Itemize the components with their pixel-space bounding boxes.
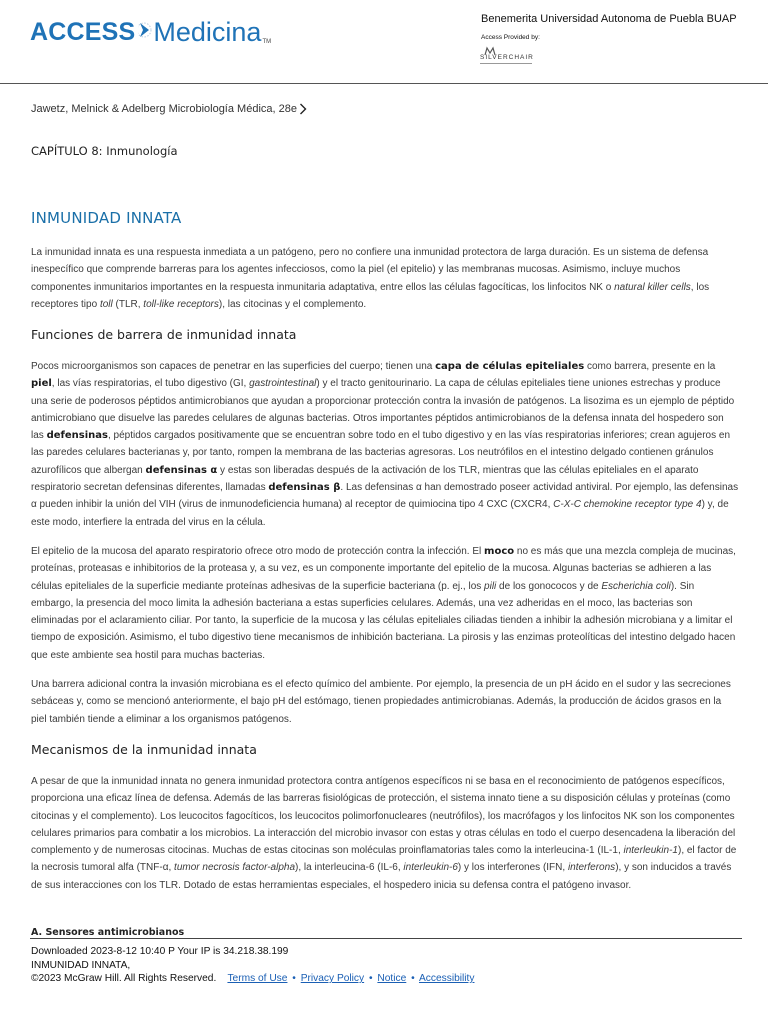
section-title: INMUNIDAD INNATA (31, 209, 182, 227)
italic-term: pili (484, 580, 497, 592)
site-header (0, 0, 768, 84)
bold-term: capa de células epiteliales (435, 361, 585, 372)
terms-of-use-link[interactable]: Terms of Use (227, 973, 288, 985)
subheading-mechanisms: Mecanismos de la inmunidad innata (31, 742, 257, 757)
logo-trademark: TM (262, 39, 272, 45)
text-span: ) y los interferones (IFN, (457, 862, 568, 874)
logo-arrow-icon (138, 19, 152, 45)
italic-term: interferons (567, 862, 616, 874)
text-span: . Las defensinas α han demostrado poseer actividad antiviral. Por ejemplo, las defensinas α pueden inhibir la unión del VIH (virus de inmunodeficiencia humana) al receptor de quimiocina tipo 4 CXC (CXCR4, (31, 482, 739, 511)
institution-name: Benemerita Universidad Autonoma de Puebla BUAP (481, 13, 737, 25)
text-span: ) y el tracto genitourinario. La capa de células epiteliales tiene uniones estrechas y produce una serie de poderosos péptidos antimicrobianos que ayudan a proporcionar protección contra la invasión de patógenos. La lisozima es un ejemplo de péptido antimicrobiano que disuelve las paredes celulares de algunas bacterias. Otros importantes péptidos antimicrobianos de la defensa innata del hospedero son las (31, 378, 735, 442)
text-span: (TLR, (112, 298, 144, 310)
download-info: Downloaded 2023-8-12 10:40 P Your IP is 34.218.38.199 (31, 946, 289, 957)
subheading-barrier-functions: Funciones de barrera de inmunidad innata (31, 327, 297, 342)
silverchair-underline (480, 63, 532, 64)
copyright-text: ©2023 McGraw Hill. All Rights Reserved. (31, 973, 217, 985)
text-span: , péptidos cargados positivamente que se encuentran sobre todo en el tubo digestivo y en las vías respiratorias inferiores; crean agujeros en las paredes celulares bacterianas y, por tanto, rompen la membrana de las bacterias agresoras. Los neutrófilos en el intestino delgado contienen gránulos azurofílicos que albergan (31, 430, 731, 476)
italic-term: interleukin-1 (623, 845, 678, 857)
accessmedicina-logo[interactable] (30, 15, 271, 49)
breadcrumb-book-link[interactable]: Jawetz, Melnick & Adelberg Microbiología Médica, 28e (31, 103, 297, 115)
text-span: no es más que una mezcla compleja de mucinas, proteínas, proteasas e inhibitorios de la proteasa y, a su vez, es un componente importante del epitelio de la mucosa. Algunas bacterias se adhieren a las células epiteliales de la superficie mediante proteínas adhesivas de la superficie bacteriana (p. ej., los (31, 546, 736, 592)
breadcrumb[interactable] (31, 103, 307, 115)
text-span: ), las citocinas y el complemento. (218, 298, 367, 310)
text-span: ) y, de este modo, interfiere la entrada del virus en la célula. (31, 499, 729, 528)
download-footer (31, 945, 474, 986)
intro-paragraph (31, 244, 739, 313)
barrier-paragraph-3 (31, 676, 739, 728)
text-span: Una barrera adicional contra la invasión microbiana es el efecto químico del ambiente. Por ejemplo, la presencia de un pH ácido en el sudor y las secreciones sebáceas y, como se mencionó anteriormente, el bajo pH del estómago, tienen propiedades antimicrobianas. Además, la producción de ácidos grasos en la piel también tiende a eliminar a los organismos patógenos. (31, 679, 731, 725)
bold-term: defensinas α (145, 464, 218, 476)
privacy-policy-link[interactable]: Privacy Policy (300, 973, 365, 985)
text-span: A pesar de que la inmunidad innata no genera inmunidad protectora contra antígenos específicos ni se basa en el reconocimiento de patógenos específicos, proporciona una eficaz línea de defensa. Además de las barreras fisiológicas de protección, el sistema innato tiene a su disposición células y proteínas (como citocinas y el complemento). Los leucocitos fagocíticos, los leucocitos polimorfonucleares (neutrófilos), los macrófagos y los linfocitos NK son los componentes celulares primarios para combatir a los microbios. La interacción del microbio invasor con estas y otras células en todo el cuerpo desencadena la liberación del complemento y de numerosas citocinas. Muchas de estas citocinas son moléculas proinflamatorias tales como la interleucina-1 (IL-1, (31, 776, 736, 857)
text-span: de los gonococos y de (496, 580, 602, 592)
silverchair-logo (480, 42, 540, 66)
bold-term: moco (484, 546, 515, 557)
bold-term: defensinas (46, 430, 108, 442)
text-span: Pocos microorganismos son capaces de penetrar en las superficies del cuerpo; tienen una (31, 361, 436, 372)
barrier-paragraph-2 (31, 543, 739, 664)
bullet-separator: • (411, 973, 415, 985)
chevron-right-icon (299, 103, 307, 115)
text-span: , las vías respiratorias, el tubo digestivo (GI, (51, 378, 250, 390)
text-span: y estas son liberadas después de la activación de los TLR, mientras que las células epiteliales en el aparato respiratorio secretan defensinas diferentes, llamadas (31, 464, 699, 494)
text-span: El epitelio de la mucosa del aparato respiratorio ofrece otro modo de protección contra la infección. El (31, 546, 485, 557)
italic-term: C-X-C chemokine receptor type 4 (553, 499, 702, 511)
italic-term: toll-like receptors (143, 298, 219, 310)
logo-access-text: ACCESS (30, 17, 136, 46)
silverchair-wordmark: SILVERCHAIR (480, 54, 534, 61)
mechanisms-paragraph (31, 773, 739, 894)
text-span: ). Sin embargo, la presencia del moco limita la adhesión bacteriana a estas superficies celulares. Además, una vez adheridas en el moco, las bacterias son eliminadas por el aclaramiento ciliar. Por tanto, la superficie de la mucosa y las células epiteliales ciliadas tienden a inhibir la adhesión microbiana y a limitar el tiempo de exposición. Asimismo, el tubo digestivo tiene mecanismos de inhibición bacteriana. La pirosis y las enzimas proteolíticas del intestino delgado hacen que este ambiente sea hostil para muchas bacterias. (31, 580, 736, 661)
bold-term: defensinas β (268, 482, 341, 494)
italic-term: interleukin-6 (403, 862, 458, 874)
accessibility-link[interactable]: Accessibility (418, 973, 475, 985)
barrier-paragraph-1 (31, 358, 739, 531)
text-span: La inmunidad innata es una respuesta inmediata a un patógeno, pero no confiere una inmunidad protectora de larga duración. Es un sistema de defensa inespecífico que comprende barreras para los agentes infecciosos, como la piel (el epitelio) y las membranas mucosas. Asimismo, incluye muchos componentes inmunitarios importantes en la respuesta inmunitaria adaptativa, entre ellos las células fagocíticas, los linfocitos NK o (31, 247, 709, 293)
text-span: ), la interleucina-6 (IL-6, (295, 862, 404, 874)
italic-term: gastrointestinal (249, 378, 317, 390)
footer-divider (30, 938, 742, 939)
footer-links-row (31, 972, 474, 986)
bullet-separator: • (292, 973, 296, 985)
chapter-title: CAPÍTULO 8: Inmunología (31, 144, 178, 158)
text-span: ), el factor de la necrosis tumoral alfa (TNF-α, (31, 845, 737, 874)
italic-term: Escherichia coli (601, 580, 671, 592)
bullet-separator: • (368, 973, 373, 985)
text-span: como barrera, presente en la (584, 361, 716, 372)
text-span: ), y son inducidos a través de sus interacciones con los TLR. Dotado de estas herramientas especiales, el hospedero inicia su defensa contra el patógeno invasor. (31, 862, 732, 891)
logo-medicina-text: Medicina (153, 16, 262, 47)
footer-page-title: INMUNIDAD INNATA, (31, 959, 131, 971)
bold-term: piel (31, 378, 52, 390)
text-span: , los receptores tipo (31, 281, 710, 310)
italic-term: tumor necrosis factor-alpha (174, 862, 296, 874)
notice-link[interactable]: Notice (377, 973, 407, 985)
subheading-sensors: A. Sensores antimicrobianos (31, 927, 185, 938)
access-provided-label: Access Provided by: (481, 34, 540, 41)
italic-term: toll (99, 298, 113, 310)
italic-term: natural killer cells (614, 281, 691, 293)
